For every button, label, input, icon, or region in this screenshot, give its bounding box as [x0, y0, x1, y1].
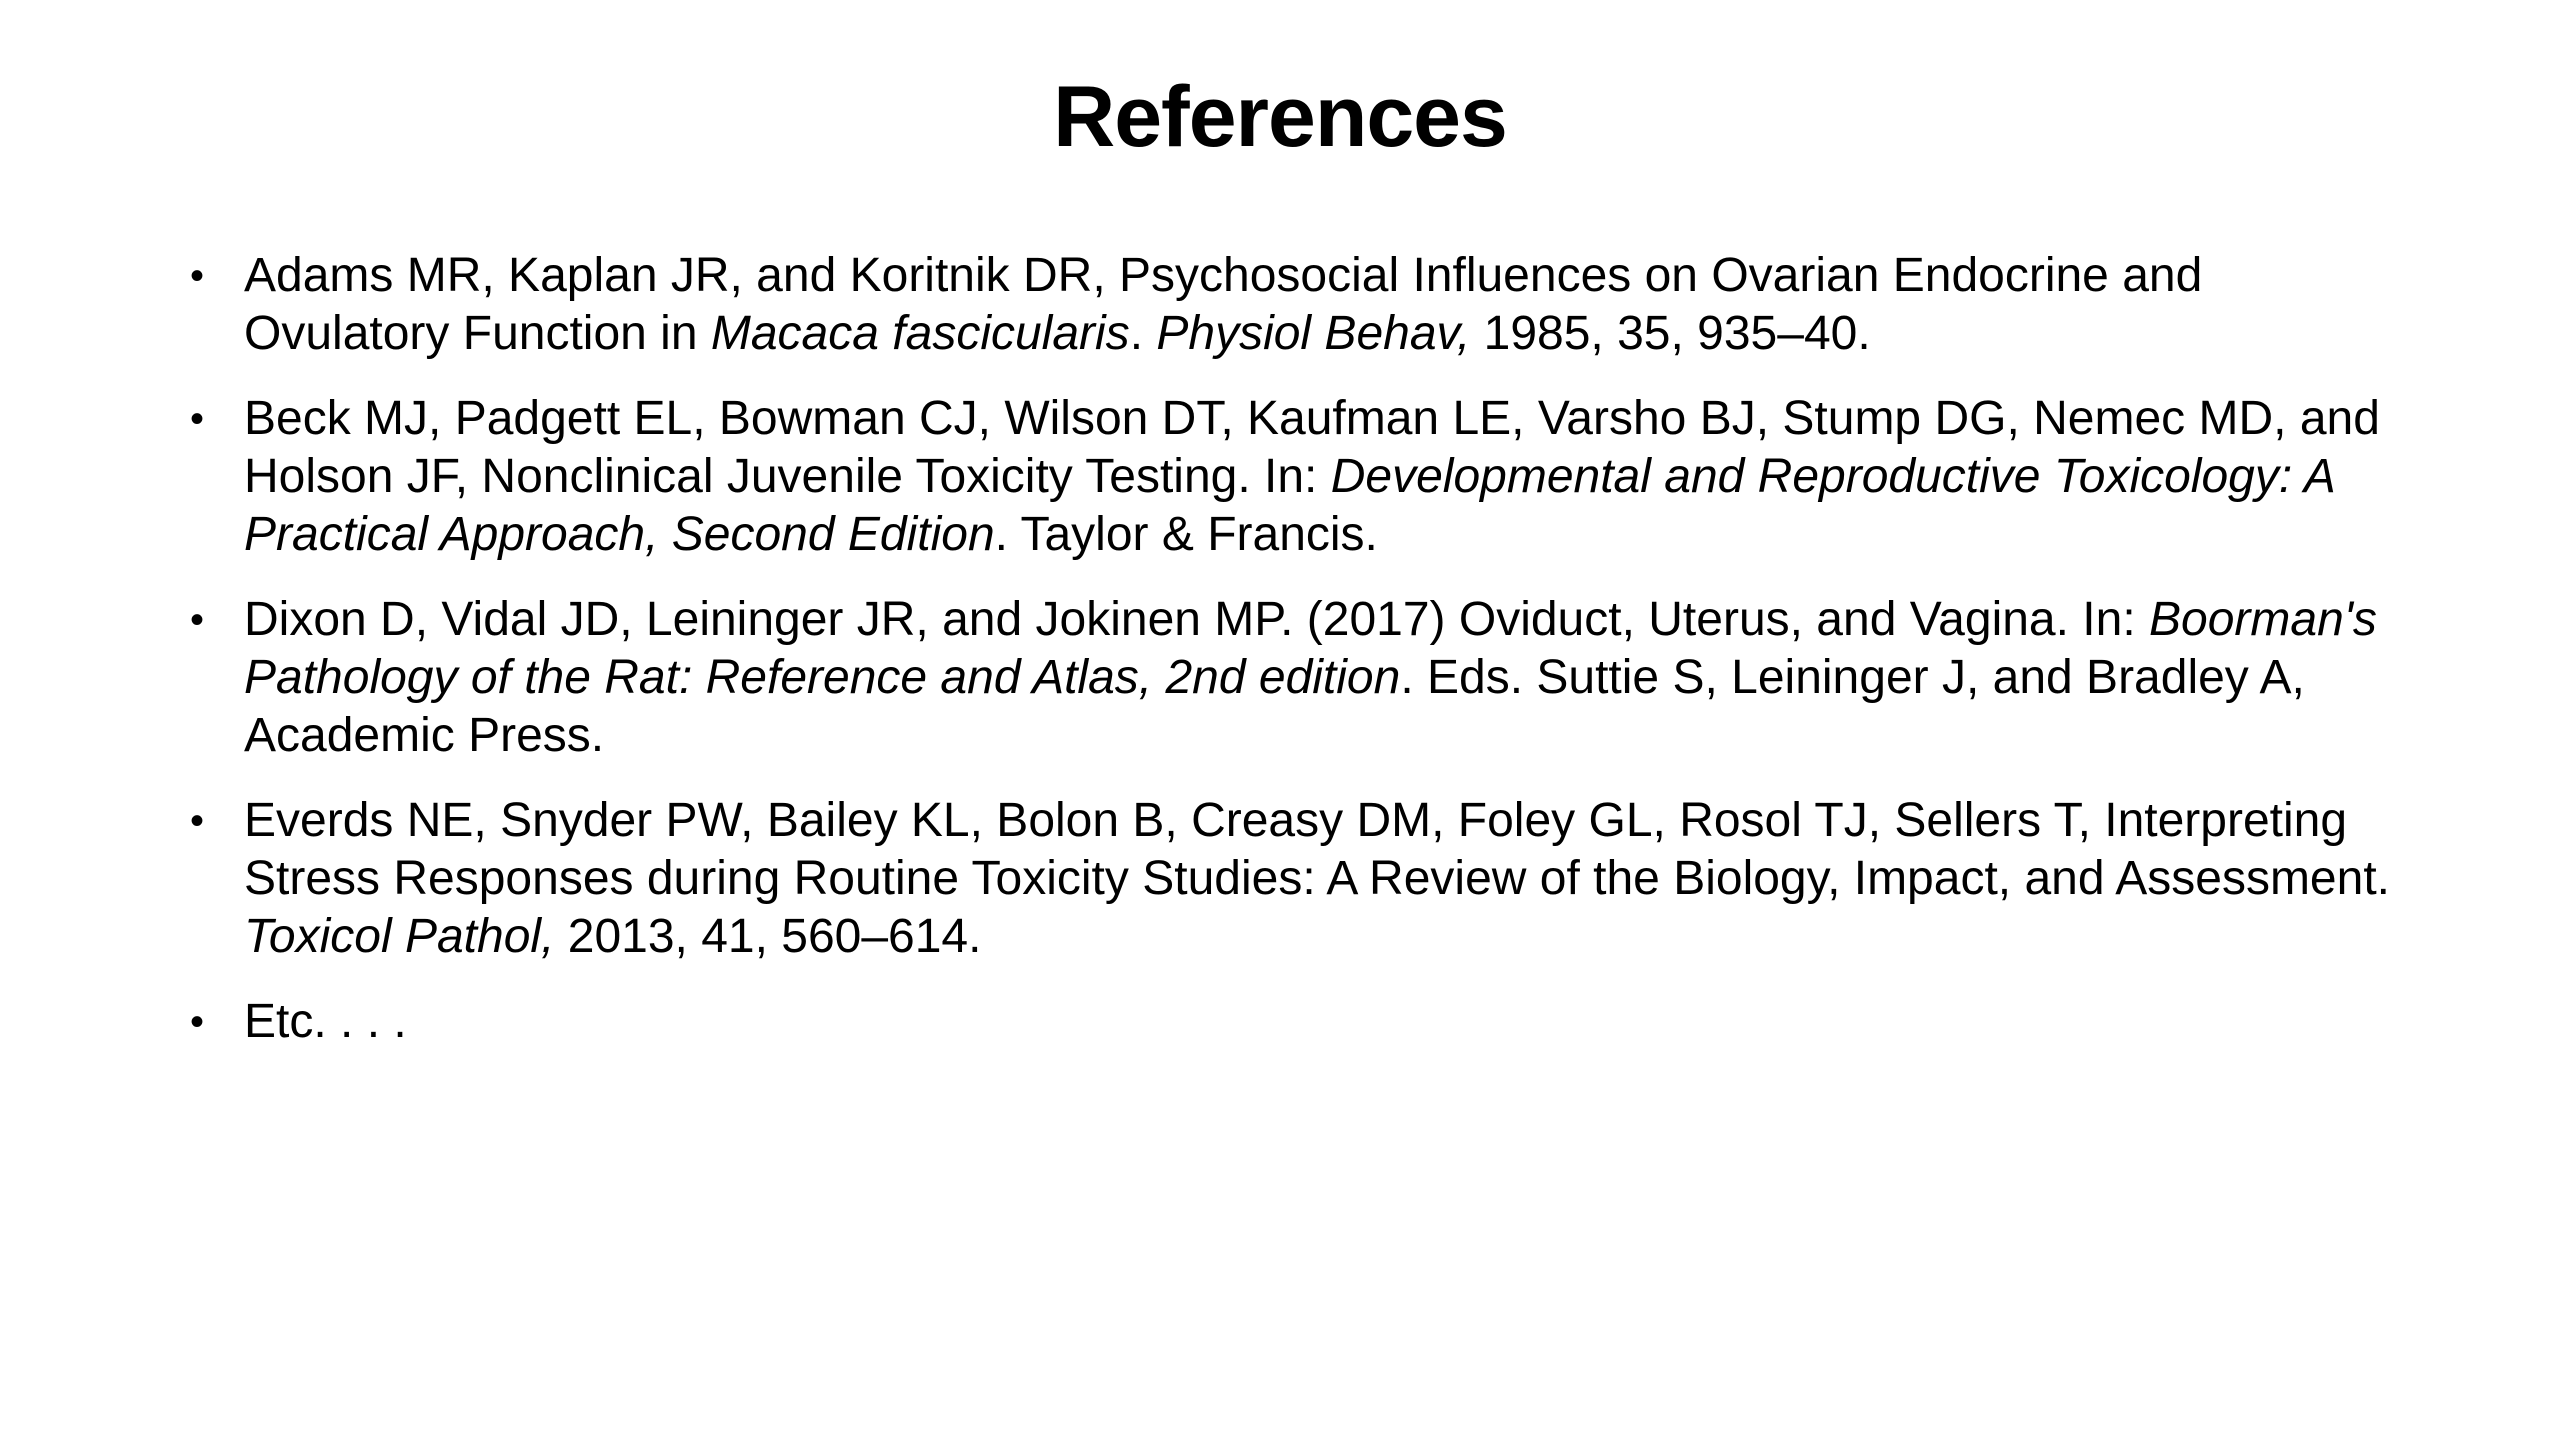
reference-italic-segment: Macaca fascicularis: [710, 307, 1130, 360]
reference-text-segment: Adams MR, Kaplan JR, and Koritnik DR, Psychosocial Influences on Ovarian Endocrine and Ovulatory Function in: [244, 249, 2203, 360]
bullet-icon: •: [190, 397, 205, 441]
bullet-icon: •: [190, 598, 205, 642]
bullet-icon: •: [190, 254, 205, 298]
reference-text: [244, 392, 2380, 561]
reference-text-segment: . Eds. Suttie S, Leininger J, and Bradley A, Academic Press.: [244, 651, 2305, 762]
reference-item: [190, 247, 2420, 363]
reference-item: [190, 792, 2420, 966]
reference-text-segment: . Taylor & Francis.: [994, 508, 1378, 561]
slide-title: References: [1053, 69, 1507, 165]
reference-list: [190, 247, 2420, 1078]
reference-italic-segment: Toxicol Pathol,: [244, 910, 555, 963]
reference-item: [190, 993, 2420, 1051]
reference-text-segment: 1985, 35, 935–40.: [1470, 307, 1871, 360]
reference-text: [244, 249, 2202, 360]
reference-italic-segment: Boorman's Pathology of the Rat: Reference and Atlas, 2nd edition: [244, 593, 2377, 704]
reference-text-segment: Etc. . . .: [244, 995, 407, 1048]
reference-italic-segment: Physiol Behav,: [1156, 307, 1471, 360]
reference-text-segment: Dixon D, Vidal JD, Leininger JR, and Jokinen MP. (2017) Oviduct, Uterus, and Vagina. In:: [244, 593, 2149, 646]
reference-text-segment: 2013, 41, 560–614.: [554, 910, 982, 963]
reference-text: [244, 794, 2390, 963]
reference-item: [190, 390, 2420, 564]
reference-item: [190, 591, 2420, 765]
reference-text: [244, 593, 2377, 762]
reference-text-segment: Beck MJ, Padgett EL, Bowman CJ, Wilson DT, Kaufman LE, Varsho BJ, Stump DG, Nemec MD, and Holson JF, Nonclinical Juvenile Toxicity Testing. In:: [244, 392, 2380, 503]
reference-text: [244, 995, 407, 1048]
reference-text-segment: Everds NE, Snyder PW, Bailey KL, Bolon B, Creasy DM, Foley GL, Rosol TJ, Sellers T, Interpreting Stress Responses during Routine Toxicity Studies: A Review of the Biology, Impact, and Assessment.: [244, 794, 2390, 905]
reference-italic-segment: Developmental and Reproductive Toxicology: A Practical Approach, Second Edition: [244, 450, 2334, 561]
bullet-icon: •: [190, 1000, 205, 1044]
bullet-icon: •: [190, 799, 205, 843]
reference-text-segment: .: [1129, 307, 1157, 360]
